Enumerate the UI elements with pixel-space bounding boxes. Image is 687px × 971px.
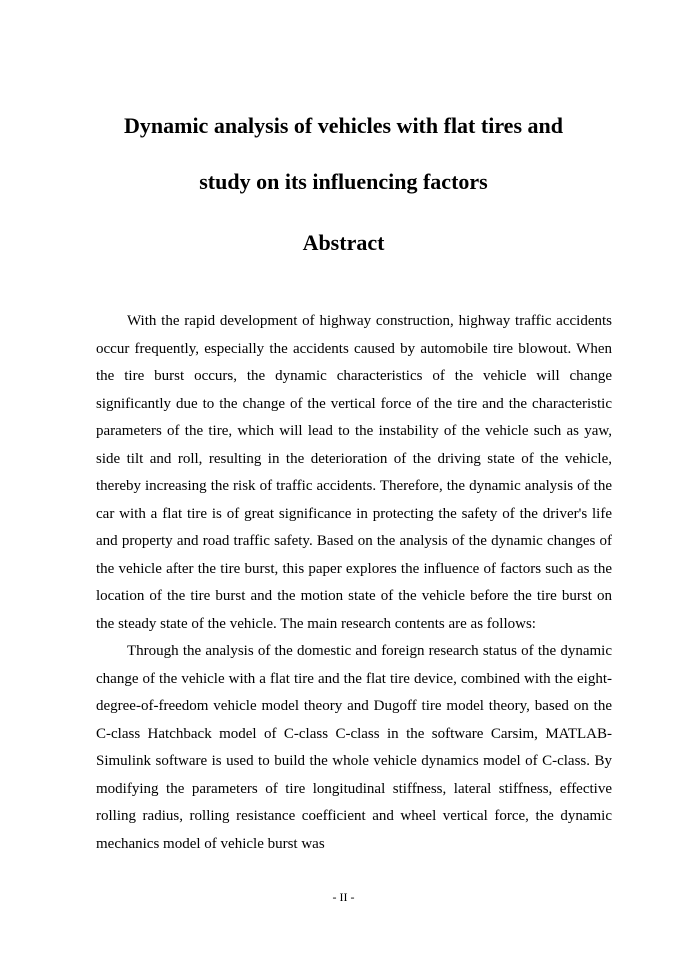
abstract-body xyxy=(96,308,612,858)
abstract-heading: Abstract xyxy=(302,230,385,255)
page-number: - II - xyxy=(332,890,355,904)
abstract-paragraph-2: Through the analysis of the domestic and foreign research status of the dynamic change of the vehicle with a flat tire and the flat tire device, combined with the eight-degree-of-freedom vehicle model theory and Dugoff tire model theory, based on the C-class Hatchback model of C-class C-class in the software Carsim, MATLAB-Simulink software is used to build the whole vehicle dynamics model of C-class. By modifying the parameters of tire longitudinal stiffness, lateral stiffness, effective rolling radius, rolling resistance coefficient and wheel vertical force, the dynamic mechanics model of vehicle burst was xyxy=(96,643,612,852)
paper-title-line-2: study on its influencing factors xyxy=(199,169,488,194)
paper-title-line-1: Dynamic analysis of vehicles with flat tires and xyxy=(124,113,563,138)
abstract-paragraph-1: With the rapid development of highway construction, highway traffic accidents occur frequently, especially the accidents caused by automobile tire blowout. When the tire burst occurs, the dynamic characteristics of the vehicle will change significantly due to the change of the vertical force of the tire and the characteristic parameters of the tire, which will lead to the instability of the vehicle such as yaw, side tilt and roll, resulting in the deterioration of the driving state of the vehicle, thereby increasing the risk of traffic accidents. Therefore, the dynamic analysis of the car with a flat tire is of great significance in protecting the safety of the driver's life and property and road traffic safety. Based on the analysis of the dynamic changes of the vehicle after the tire burst, this paper explores the influence of factors such as the location of the tire burst and the motion state of the vehicle before the tire burst on the steady state of the vehicle. The main research contents are as follows: xyxy=(96,313,612,632)
